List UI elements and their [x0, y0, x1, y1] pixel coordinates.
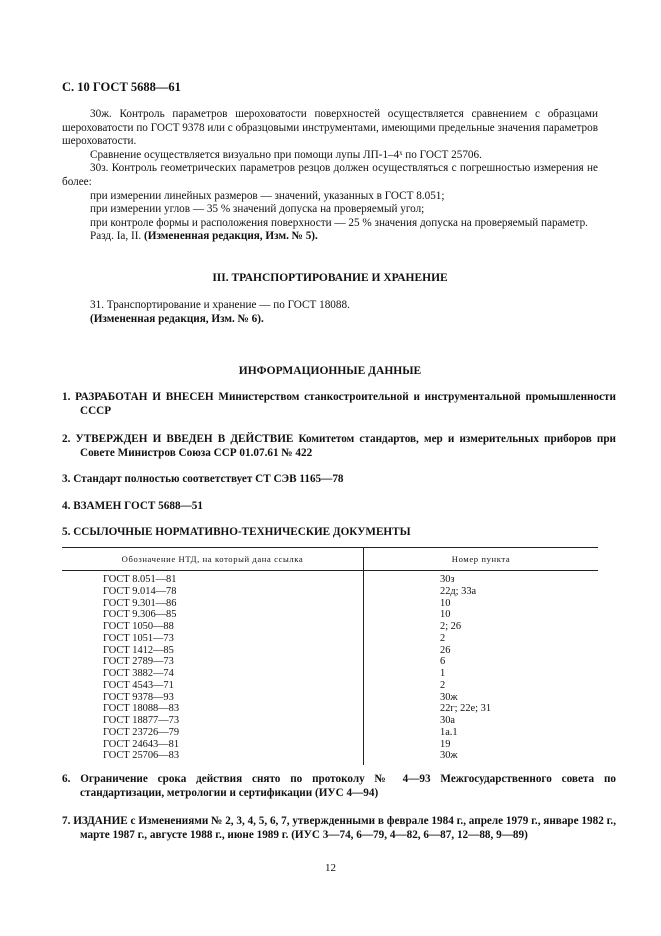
- reference-documents-table: [62, 547, 598, 765]
- table-body: [62, 571, 598, 766]
- table-cell-document: ГОСТ 9378—93: [62, 692, 364, 704]
- table-cell-document: ГОСТ 25706—83: [62, 750, 364, 765]
- paragraph-31: 31. Транспортирование и хранение — по ГОСТ 18088.: [90, 299, 350, 311]
- table-header-document: Обозначение НТД, на который дана ссылка: [62, 548, 364, 571]
- table-cell-document: ГОСТ 1051—73: [62, 633, 364, 645]
- table-row: [62, 680, 598, 692]
- table-row: [62, 739, 598, 751]
- table-cell-clause: 10: [440, 597, 451, 609]
- paragraph-30z-linear: при измерении линейных размеров — значений, указанных в ГОСТ 8.051;: [90, 189, 445, 202]
- section-3-body: [62, 299, 598, 326]
- table-header-row: [62, 548, 598, 571]
- info-item-5: 5. ССЫЛОЧНЫЕ НОРМАТИВНО-ТЕХНИЧЕСКИЕ ДОКУМЕНТЫ: [62, 526, 411, 538]
- table-cell-clause: 22д; 33а: [440, 585, 477, 597]
- table-row: [62, 645, 598, 657]
- info-item-4: 4. ВЗАМЕН ГОСТ 5688—51: [62, 500, 203, 512]
- table-cell-document: ГОСТ 8.051—81: [62, 571, 364, 586]
- table-row: [62, 621, 598, 633]
- info-item-1: 1. РАЗРАБОТАН И ВНЕСЕН Министерством станкостроительной и инструментальной промышленности СССР: [62, 391, 616, 417]
- table-cell-clause: 1а.1: [440, 726, 458, 738]
- table-cell-clause: 6: [440, 656, 446, 668]
- table-cell-clause: 2: [440, 679, 446, 691]
- table-cell-document: ГОСТ 1412—85: [62, 645, 364, 657]
- table-cell-clause: 30ж: [440, 750, 458, 762]
- razd-prefix: Разд. Iа, II.: [90, 230, 145, 243]
- table-cell-document: ГОСТ 3882—74: [62, 668, 364, 680]
- page-number: 12: [325, 862, 336, 874]
- table-row: [62, 715, 598, 727]
- info-item-2: 2. УТВЕРЖДЕН И ВВЕДЕН В ДЕЙСТВИЕ Комитетом стандартов, мер и измерительных приборов при Совете Министров Союза ССР 01.07.61 № 422: [62, 433, 616, 459]
- paragraph-30zh-comparison: Сравнение осуществляется визуально при помощи лупы ЛП-1–4ˣ по ГОСТ 25706.: [90, 148, 482, 161]
- table-cell-clause: 19: [440, 738, 451, 750]
- info-item-6: 6. Ограничение срока действия снято по протоколу № 4—93 Межгосударственного совета по стандартизации, метрологии и сертификации (ИУС 4—94): [62, 773, 616, 799]
- table-cell-clause: 1: [440, 668, 446, 679]
- table-row: [62, 586, 598, 598]
- table-cell-clause: 30з: [440, 574, 455, 585]
- table-cell-document: ГОСТ 2789—73: [62, 656, 364, 668]
- table-row: [62, 692, 598, 704]
- table-row: [62, 656, 598, 668]
- table-row: [62, 609, 598, 621]
- paragraph-30zh: 30ж. Контроль параметров шероховатости поверхностей осуществляется сравнением с образцами шероховатости по ГОСТ 9378 или с образцовыми инструментами, имеющими предельные значения параметров шероховатости.: [62, 108, 598, 148]
- table-row: [62, 633, 598, 645]
- table-cell-document: ГОСТ 4543—71: [62, 680, 364, 692]
- info-item-3: 3. Стандарт полностью соответствует СТ СЭВ 1165—78: [62, 473, 344, 485]
- table-header-clause: Номер пункта: [364, 548, 599, 571]
- table-cell-clause: 2: [440, 632, 446, 644]
- info-item-7: 7. ИЗДАНИЕ с Изменениями № 2, 3, 4, 5, 6, 7, утвержденными в феврале 1984 г., апреле 1979 г., январе 1982 г., марте 1987 г., августе 1988 г., июне 1989 г. (ИУС 3—74, 6—79, 4—82, 6—87, 12—88, 9—89): [62, 815, 616, 841]
- table-cell-document: ГОСТ 18088—83: [62, 703, 364, 715]
- paragraph-30z-form: при контроле формы и расположения поверхности — 25 % значения допуска на проверяемый параметр.: [90, 216, 588, 229]
- info-data-title: ИНФОРМАЦИОННЫЕ ДАННЫЕ: [238, 365, 422, 377]
- table-row: [62, 703, 598, 715]
- table-cell-document: ГОСТ 23726—79: [62, 727, 364, 739]
- table-cell-clause: 2; 26: [440, 621, 462, 632]
- table-cell-clause: 30а: [440, 715, 456, 726]
- table-row: [62, 598, 598, 610]
- table-cell-document: ГОСТ 24643—81: [62, 739, 364, 751]
- paragraph-30z-angles: при измерении углов — 35 % значений допуска на проверяемый угол;: [90, 203, 425, 216]
- paragraph-30z: 30з. Контроль геометрических параметров резцов должен осуществляться с погрешностью измерения не более:: [62, 162, 598, 188]
- table-cell-clause: 30ж: [440, 691, 458, 703]
- paragraph-31-edit-note: (Измененная редакция, Изм. № 6).: [90, 312, 264, 325]
- table-cell-document: ГОСТ 9.301—86: [62, 598, 364, 610]
- table-cell-document: ГОСТ 9.014—78: [62, 586, 364, 598]
- table-cell-document: ГОСТ 9.306—85: [62, 609, 364, 621]
- paragraph-razd: [62, 230, 598, 244]
- table-row: [62, 727, 598, 739]
- table-row: [62, 571, 598, 586]
- page-header: С. 10 ГОСТ 5688—61: [62, 80, 181, 94]
- table-cell-clause: 22г; 22е; 31: [440, 703, 492, 715]
- table-cell-document: ГОСТ 18877—73: [62, 715, 364, 727]
- section-3-title: III. ТРАНСПОРТИРОВАНИЕ И ХРАНЕНИЕ: [212, 272, 448, 284]
- table-cell-clause: 26: [440, 644, 451, 656]
- body-text: [62, 108, 598, 244]
- razd-edit-note: (Измененная редакция, Изм. № 5).: [144, 230, 318, 243]
- table-cell-document: ГОСТ 1050—88: [62, 621, 364, 633]
- table-cell-clause: 10: [440, 609, 451, 621]
- table-row: [62, 668, 598, 680]
- table-row: [62, 750, 598, 765]
